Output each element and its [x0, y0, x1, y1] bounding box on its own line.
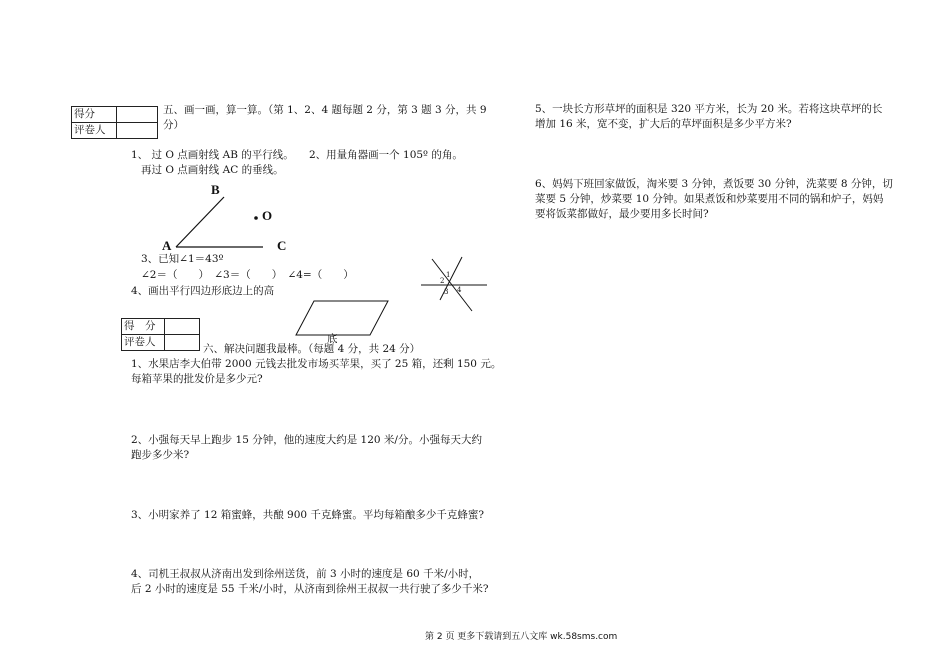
- s6-q4-line1: 4、司机王叔叔从济南出发到徐州送货，前 3 小时的速度是 60 千米/小时，: [131, 568, 480, 580]
- s6-q5-line2: 增加 16 米，宽不变，扩大后的草坪面积是多少平方米?: [535, 118, 792, 130]
- s6-q1-line2: 每箱苹果的批发价是多少元?: [131, 373, 263, 385]
- section5-header-line2: 分）: [163, 119, 184, 131]
- angle-label-3: 3: [444, 288, 449, 296]
- s6-q2-line2: 跑步多少米?: [131, 449, 190, 461]
- section6-header: 六、解决问题我最棒。（每题 4 分，共 24 分）: [203, 343, 421, 355]
- score-label: 得 分: [122, 319, 165, 335]
- angle-label-4: 4: [457, 286, 462, 294]
- s6-q6-line2: 菜要 5 分钟，炒菜要 10 分钟。如果煮饭和炒菜要用不同的锅和炉子，妈妈: [535, 193, 884, 205]
- s6-q1-line1: 1、水果店李大伯带 2000 元钱去批发市场买苹果，买了 25 箱，还剩 150 元。: [131, 358, 502, 370]
- s5-q1-text: 1、 过 O 点画射线 AB 的平行线。: [131, 149, 294, 161]
- s6-q4-line2: 后 2 小时的速度是 55 千米/小时，从济南到徐州王叔叔一共行驶了多少千米?: [131, 583, 489, 595]
- s6-q6-line3: 要将饭菜都做好，最少要用多长时间?: [535, 208, 709, 220]
- label-a: A: [162, 238, 172, 253]
- grader-label: 评卷人: [122, 335, 165, 351]
- score-cell: [165, 319, 200, 335]
- s5-q4-text: 4、画出平行四边形底边上的高: [131, 285, 275, 297]
- label-b: B: [211, 182, 220, 197]
- score-table-2: [121, 318, 200, 351]
- s5-q2-text: 2、用量角器画一个 105º 的角。: [309, 149, 463, 161]
- grader-label: 评卷人: [72, 123, 117, 139]
- s6-q3-line1: 3、小明家养了 12 箱蜜蜂，共酿 900 千克蜂蜜。平均每箱酿多少千克蜂蜜?: [131, 509, 485, 521]
- score-label: 得分: [72, 107, 117, 123]
- parallelogram: [296, 301, 388, 335]
- s6-q5-line1: 5、一块长方形草坪的面积是 320 平方米，长为 20 米。若将这块草坪的长: [535, 103, 883, 115]
- angle-label-2: 2: [440, 277, 445, 285]
- s5-q3-line2: ∠2＝（ ） ∠3＝（ ） ∠4=（ ）: [141, 269, 354, 281]
- grader-cell: [165, 335, 200, 351]
- s6-q6-line1: 6、妈妈下班回家做饭，淘米要 3 分钟，煮饭要 30 分钟，洗菜要 8 分钟，切: [535, 178, 893, 190]
- section5-header-line1: 五、画一画，算一算。（第 1、2、4 题每题 2 分，第 3 题 3 分，共 9: [163, 104, 487, 116]
- page-footer: 第 2 页 更多下载请到五八文库 wk.58sms.com: [425, 632, 618, 642]
- base-label: 底: [327, 333, 338, 345]
- label-o: O: [262, 208, 273, 223]
- s6-q2-line1: 2、小强每天早上跑步 15 分钟，他的速度大约是 120 米/分。小强每天大约: [131, 434, 482, 446]
- angle-label-1: 1: [446, 271, 451, 279]
- s5-q1-text2: 再过 O 点画射线 AC 的垂线。: [141, 164, 284, 176]
- label-c: C: [277, 238, 287, 253]
- s5-q3-line1: 3、已知∠1＝43º: [141, 253, 224, 265]
